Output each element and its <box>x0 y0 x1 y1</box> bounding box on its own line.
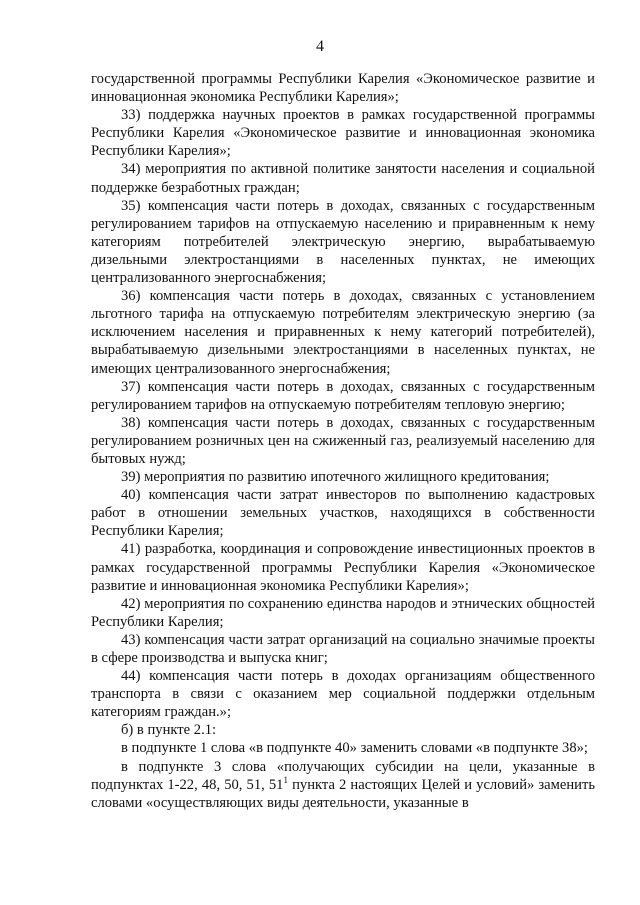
paragraph-item-34: 34) мероприятия по активной политике занятости населения и социальной поддержке безработных граждан; <box>91 161 595 196</box>
paragraph-item-38: 38) компенсация части потерь в доходах, связанных с государственным регулированием розничных цен на сжиженный газ, реализуемый населению для бытовых нужд; <box>91 414 595 467</box>
paragraph-item-43: 43) компенсация части затрат организаций на социально значимые проекты в сфере производства и выпуска книг; <box>91 631 595 666</box>
subitem-3-text-end: пункта 2 настоящих Целей и условий» заменить словами «осуществляющих виды деятельности, указанные в <box>91 776 596 811</box>
paragraph-subitem-3 <box>91 758 595 812</box>
page-number: 4 <box>316 38 324 55</box>
paragraph-item-39: 39) мероприятия по развитию ипотечного жилищного кредитования; <box>121 469 550 486</box>
paragraph-item-44: 44) компенсация части потерь в доходах организациям общественного транспорта в связи с оказанием мер социальной поддержки отдельным категориям граждан.»; <box>91 668 595 721</box>
paragraph-item-35: 35) компенсация части потерь в доходах, связанных с государственным регулированием тарифов на отпускаемую населению и приравненным к нему категориям потребителей электрическую энергию, вырабатываемую дизельными электростанциями в населенных пунктах, не имеющих централизованного энергоснабжения; <box>91 197 595 287</box>
paragraph-item-42: 42) мероприятия по сохранению единства народов и этнических общностей Республики Карелия; <box>91 595 595 630</box>
paragraph-item-37: 37) компенсация части потерь в доходах, связанных с государственным регулированием тарифов на отпускаемую потребителям тепловую энергию; <box>91 378 595 413</box>
document-body <box>91 70 595 812</box>
superscript-one: 1 <box>283 774 288 785</box>
paragraph-item-33: 33) поддержка научных проектов в рамках государственной программы Республики Карелия «Экономическое развитие и инновационная экономика Республики Карелия»; <box>91 107 595 160</box>
paragraph-item-41: 41) разработка, координация и сопровождение инвестиционных проектов в рамках государственной программы Республики Карелия «Экономическое развитие и инновационная экономика Республики Карелия»; <box>91 541 595 594</box>
subitem-3-text-start: в подпункте 3 слова «получающих субсидии на цели, указанные в подпунктах 1-22, 48, 50, 51, 51 <box>91 758 595 793</box>
paragraph-subitem-1: в подпункте 1 слова «в подпункте 40» заменить словами «в подпункте 38»; <box>121 740 588 757</box>
paragraph-subsection-b: б) в пункте 2.1: <box>121 722 217 739</box>
paragraph-intro: государственной программы Республики Карелия «Экономическое развитие и инновационная экономика Республики Карелия»; <box>91 71 595 106</box>
paragraph-item-36: 36) компенсация части потерь в доходах, связанных с установлением льготного тарифа на отпускаемую потребителям электрическую энергию (за исключением населения и приравненных к нему категорий потребителей), вырабатываемую дизельными электростанциями в населенных пунктах, не имеющих централизованного энергоснабжения; <box>91 288 595 377</box>
paragraph-item-40: 40) компенсация части затрат инвесторов по выполнению кадастровых работ в отношении земельных участков, находящихся в собственности Республики Карелия; <box>91 487 595 540</box>
